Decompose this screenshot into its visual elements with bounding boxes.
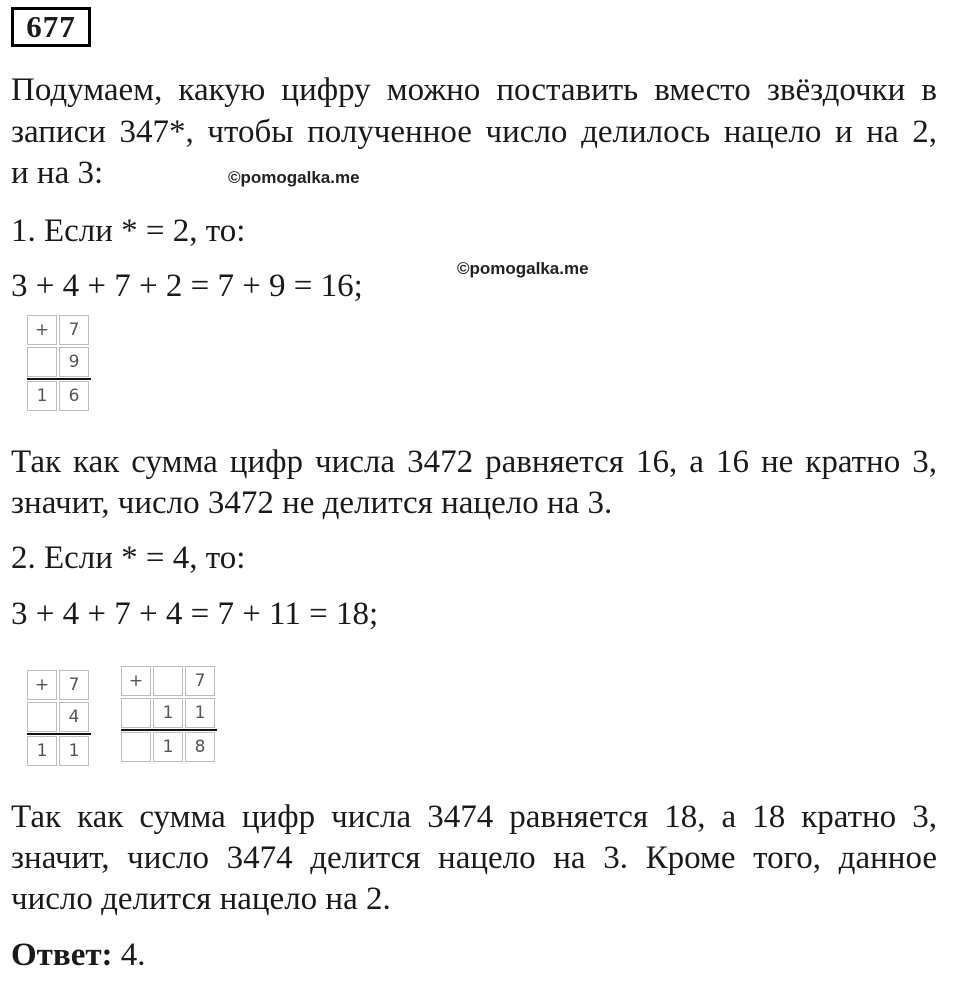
empty-cell [27,702,57,732]
intro-line-2: записи 347*, чтобы полученное число делилось нацело и на 2, [11,114,937,150]
addend-digit: 7 [59,315,89,345]
addend-digit: 7 [185,666,215,696]
result-digit: 1 [27,381,57,411]
empty-cell [121,732,151,762]
addend-digit: 1 [185,698,215,728]
case1-conclusion-1: Так как сумма цифр числа 3472 равняется 16, а 16 не кратно 3, [11,444,937,480]
case2-conclusion-1: Так как сумма цифр числа 3474 равняется 18, а 18 кратно 3, [11,799,937,835]
result-digit: 8 [185,732,215,762]
result-digit: 6 [59,381,89,411]
answer-label: Ответ: [11,937,113,973]
plus-sign: + [27,315,57,345]
case2-heading: 2. Если * = 4, то: [11,540,246,576]
result-digit: 1 [153,732,183,762]
case2-equation: 3 + 4 + 7 + 4 = 7 + 11 = 18; [11,596,379,632]
empty-cell [153,666,183,696]
plus-sign: + [121,666,151,696]
result-digit: 1 [27,736,57,766]
addend-digit: 1 [153,698,183,728]
result-digit: 1 [59,736,89,766]
task-number: 677 [11,7,91,47]
intro-line-1: Подумаем, какую цифру можно поставить вместо звёздочки в [11,72,937,108]
empty-cell [27,347,57,377]
answer-value: 4. [112,937,146,973]
sum-line [121,729,217,731]
empty-cell [121,698,151,728]
addend-digit: 7 [59,670,89,700]
case1-heading: 1. Если * = 2, то: [11,213,246,249]
addend-digit: 9 [59,347,89,377]
case1-conclusion-2: значит, число 3472 не делится нацело на 3. [11,485,613,521]
intro-line-3: и на 3: [11,155,104,191]
watermark: ©pomogalka.me [228,168,360,187]
sum-line [27,378,91,380]
case1-equation: 3 + 4 + 7 + 2 = 7 + 9 = 16; [11,268,363,304]
case2-conclusion-2: значит, число 3474 делится нацело на 3. Кроме того, данное [11,840,937,876]
case2-conclusion-3: число делится нацело на 2. [11,881,391,917]
plus-sign: + [27,670,57,700]
addend-digit: 4 [59,702,89,732]
sum-line [27,733,91,735]
answer [11,935,146,975]
watermark: ©pomogalka.me [457,259,589,278]
